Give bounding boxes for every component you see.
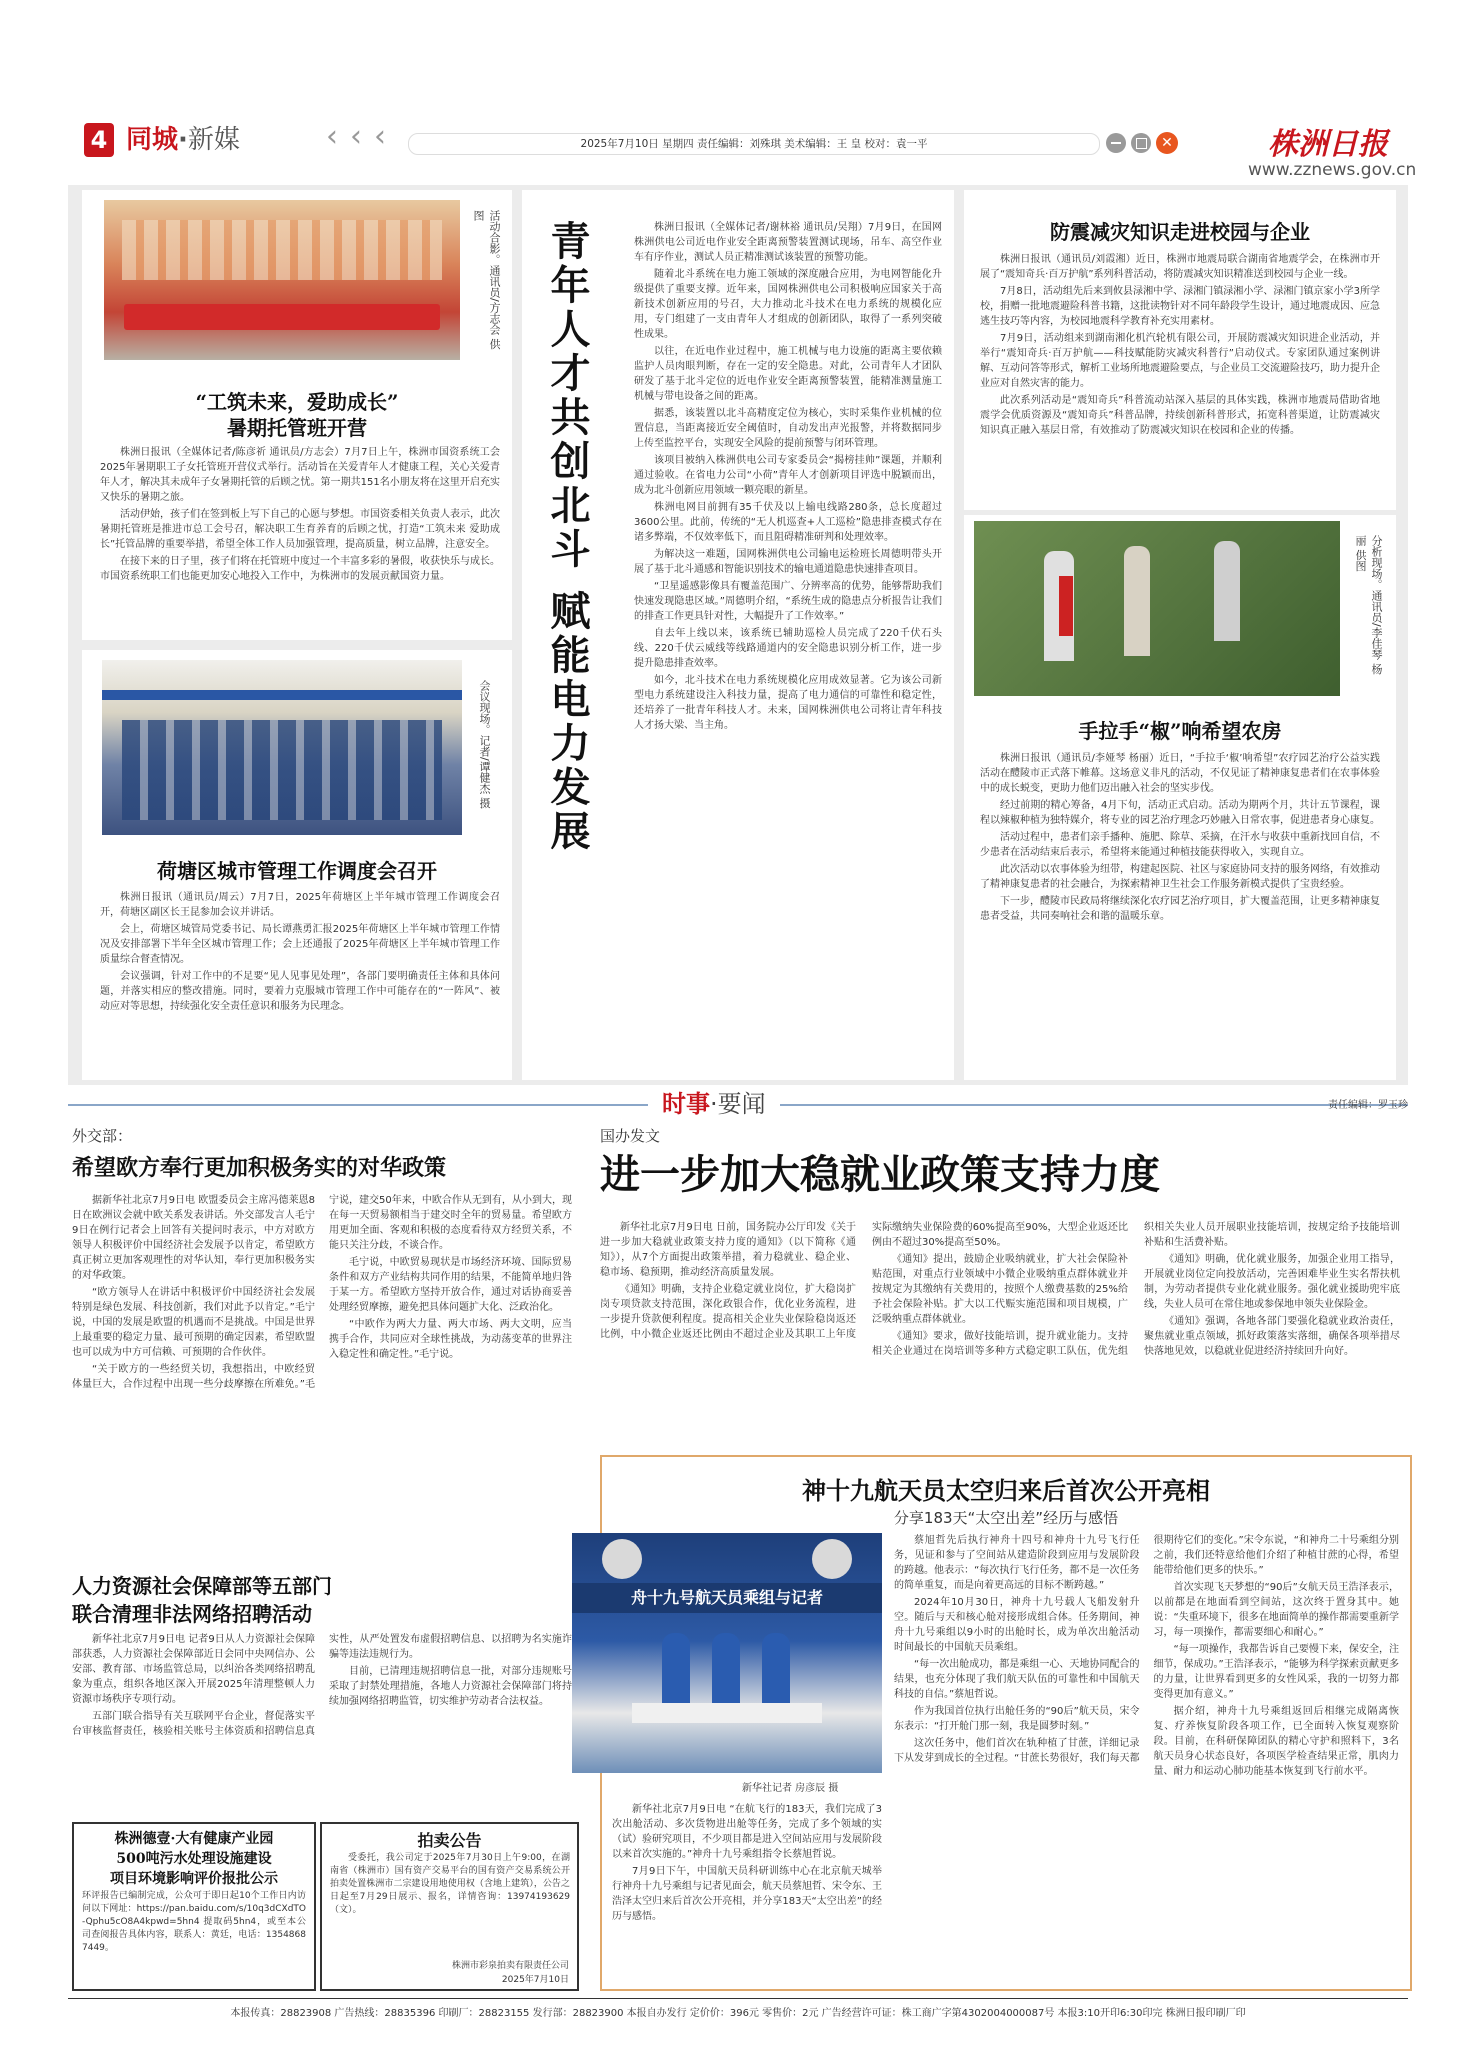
beidou-p6: 株洲电网目前拥有35千伏及以上输电线路280条，总长度超过3600公里。此前，传统的“无人机巡查+人工巡检”隐患排查模式存在诸多弊端，不仅效率低下，而且阻碍精准研判和处理效率。 [634,502,942,543]
forward-arrow2-icon[interactable]: ‹ [374,119,386,154]
auction-title: 拍卖公告 [417,1831,482,1850]
childcare-title-line1: “工筑未来，爱助成长” [195,390,399,414]
quake-p3: 7月9日，活动组来到湖南湘化机汽轮机有限公司，开展防震减灾知识进企业活动，并举行“震知奇兵·百万护航——科技赋能防灾减灾科普行”启动仪式。专家团队通过案例讲解、互动问答等形式，解析工业场所地震避险要点，与企业员工交流避险技巧，助力提升企业应对自然灾害的能力。 [980,333,1380,389]
env-title-line1: 株洲德壹·大有健康产业园 [114,1831,274,1847]
section2-name-b: 要闻 [717,1090,766,1118]
maximize-icon[interactable] [1131,133,1151,153]
story-childcare-card [82,190,512,640]
astronaut-body-right [894,1533,1399,1983]
astronaut-p9: “每一项操作，我都告诉自己要慢下来，保安全，注细节，保成功。”王浩泽表示，“能够为科学探索贡献更多的力量，让世界看到更多的女性风采，我的一切努力都变得更加有意义。” [1153,1644,1399,1700]
story-citymgmt-card [82,650,512,1080]
astronaut-subtitle: 分享183天“太空出差”经历与感悟 [893,1509,1119,1527]
pepper-p1: 株洲日报讯（通讯员/李娅琴 杨丽）近日，“手拉手‘椒’响希望”农疗园艺治疗公益实践活动在醴陵市正式落下帷幕。这场意义非凡的活动，不仅见证了精神康复患者们在农事体验中的成长蜕变，更助力他们迈出融入社会的坚实步伐。 [980,753,1380,794]
childcare-photo [104,200,460,360]
mfa-body [72,1193,572,1563]
page-header [68,105,1417,180]
citymgmt-title: 荷塘区城市管理工作调度会召开 [157,859,437,883]
section-name-a: 同城 [126,125,179,155]
childcare-title-line2: 暑期托管班开营 [227,416,367,440]
quake-p1: 株洲日报讯（通讯员/刘霞湘）近日，株洲市地震局联合湖南省地震学会，在株洲市开展了“震知奇兵·百万护航”系列科普活动，将防震减灾知识精准送到校园与企业一线。 [980,254,1380,280]
recruit-p2: 五部门联合指导有关互联网平台企业，督促落实平台审核监督责任，核验相关账号主体资质和招聘信息真实性，从严处置发布虚假招聘信息、以招聘为名实施诈骗等违法违规行为。 [72,1634,572,1737]
pepper-body [980,751,1380,924]
citymgmt-photo-caption: 会议现场。记者/谭健杰 摄 [478,680,491,809]
astronaut-p2: 7月9日下午，中国航天员科研训练中心在北京航天城举行神舟十九号乘组与记者见面会，航天员蔡旭哲、宋令东、王浩泽太空归来后首次公开亮相，并分享183天“太空出差”的经历与感悟。 [612,1866,882,1922]
mfa-p5: “中欧作为两大力量、两大市场、两大文明，应当携手合作，共同应对全球性挑战，为动荡变革的世界注入稳定性和确定性。”毛宁说。 [329,1319,572,1360]
section2-editor: 责任编辑：罗玉珍 [1328,1100,1408,1111]
astronaut-p1: 新华社北京7月9日电 “在航飞行的183天，我们完成了3次出舱活动、多次货物进出舱等任务，完成了多个领域的实（试）验研究项目，不少项目都是进入空间站应用与发展阶段以来首次实施的。”神舟十九号乘组指令长蔡旭哲说。 [612,1804,882,1860]
childcare-p2: 活动伊始，孩子们在签到板上写下自己的心愿与梦想。市国资委相关负责人表示，此次暑期托管班是推进市总工会号召，解决职工生育养育的后顾之忧，打造“工筑未来 爱助成长”托管品牌的重要举措，希望全体工作人员加强管理，提高质量，树立品牌，注意安全。 [100,509,500,550]
childcare-photo-caption: 活动合影。通讯员/方志会 供图 [472,210,501,350]
mfa-p4: 毛宁说，中欧贸易现状是市场经济环境、国际贸易条件和双方产业结构共同作用的结果，不能简单地归咎于某一方。希望欧方坚持开放合作，通过对话协商妥善处理经贸摩擦，避免把具体问题扩大化、泛政治化。 [329,1257,572,1313]
story-mfa-card [68,1125,580,1565]
pepper-photo-caption: 分析现场。通讯员/李佳琴 杨丽 供图 [1354,535,1383,675]
env-body: 环评报告已编制完成，公众可于即日起10个工作日内访问以下网址：https://pan.baidu.com/s/10q3dCXdTO-Qphu5cO8A4kpwd=5hn4 提取码5hn4，或至本公司查阅报告具体内容，联系人：黄廷，电话：13548687449。 [82,1891,306,1953]
ad-auction [320,1822,579,1991]
section2-dot: · [710,1090,718,1118]
pepper-p2: 经过前期的精心筹备，4月下旬，活动正式启动。活动为期两个月，共计五节课程，课程以辣椒种植为独特媒介，将专业的园艺治疗理念巧妙融入日常农事，促进患者身心康复。 [980,800,1380,826]
quake-body [980,252,1380,438]
employment-kicker: 国办发文 [600,1127,661,1145]
story-pepper-card [964,515,1396,1080]
astronaut-p5: “每一次出舱成功，都是乘组一心、天地协同配合的结果，也充分体现了我们航天队伍的可靠性和中国航天科技的自信。”蔡旭哲说。 [894,1659,1140,1700]
footer-line: 本报传真：28823908 广告热线：28835396 印刷厂：28823155 发行部：28823900 本报自办发行 定价价：396元 零售价：2元 广告经营许可证：株工商广字第4302004000087号 本报3:10开印6:30印完 株洲日报印刷厂印 [230,2008,1246,2019]
beidou-p10: 如今，北斗技术在电力系统规模化应用成效显著。它为该公司新型电力系统建设注入科技力量，提高了电力通信的可靠性和稳定性，还培养了一批青年科技人才。未来，国网株洲供电公司将让青年科技人才扬大梁、当主角。 [634,675,942,731]
astronaut-photo [572,1533,882,1773]
employment-p4: 《通知》要求，做好技能培训，提升就业能力。支持相关企业通过在岗培训等多种方式稳定职工队伍，优先组织相关失业人员开展职业技能培训，按规定给予技能培训补贴和生活费补贴。 [872,1222,1400,1357]
minimize-icon[interactable] [1106,133,1126,153]
mfa-kicker: 外交部： [72,1127,133,1145]
header-date-bar: 2025年7月10日 星期四 责任编辑：刘殊琪 美术编辑：王 皇 校对：袁一平 [408,133,1100,155]
mfa-p3: “关于欧方的一些经贸关切，我想指出，中欧经贸体量巨大，合作过程中出现一些分歧摩擦在所难免。”毛宁说，建交50年来，中欧合作从无到有，从小到大，现在每一天贸易额相当于建交时全年的贸易量。希望欧方用更加全面、客观和积极的态度看待双方经贸关系，不能只关注分歧，不谈合作。 [72,1195,572,1390]
page-number-badge: 4 [84,123,114,157]
quake-p4: 此次系列活动是“震知奇兵”科普流动站深入基层的具体实践，株洲市地震局借助省地震学会优质资源及“震知奇兵”科普品牌，持续创新科普形式，拓宽科普渠道，让防震减灾知识真正融入基层日常，有效推动了防震减灾知识在校园和企业的传播。 [980,395,1380,436]
forward-arrow-icon[interactable]: ‹ [350,119,362,154]
close-icon[interactable]: ✕ [1156,132,1178,154]
astronaut-title: 神十九航天员太空归来后首次公开亮相 [802,1476,1210,1505]
citymgmt-p3: 会议强调，针对工作中的不足要“见人见事见处理”，各部门要明确责任主体和具体问题，并落实相应的整改措施。同时，要着力克服城市管理工作中可能存在的“一阵风”、被动应对等思想，持续强化安全责任意识和服务为民理念。 [100,971,500,1012]
pepper-photo [974,521,1340,696]
beidou-body [634,220,942,733]
employment-title: 进一步加大稳就业政策支持力度 [600,1152,1160,1198]
beidou-p5: 该项目被纳入株洲供电公司专家委员会“揭榜挂帅”课题，并顺利通过验收。在省电力公司“小荷”青年人才创新项目评选中脱颖而出，成为北斗创新应用领域一颗亮眼的新星。 [634,455,942,496]
section2-header [68,1088,1408,1120]
pepper-p5: 下一步，醴陵市民政局将继续深化农疗园艺治疗项目，扩大覆盖范围，让更多精神康复患者受益，共同奏响社会和谐的温暖乐章。 [980,896,1380,922]
beidou-p8: “卫星遥感影像具有覆盖范围广、分辨率高的优势，能够帮助我们快速发现隐患区域。”周德明介绍，“系统生成的隐患点分析报告让我们的排查工作更具针对性，大幅提升了工作效率。” [634,581,942,622]
beidou-p7: 为解决这一难题，国网株洲供电公司输电运检班长周德明带头开展了基于北斗通感和智能识别技术的输电通道隐患快速排查项目。 [634,549,942,575]
employment-p6: 《通知》强调，各地各部门要强化稳就业政治责任，聚焦就业重点领域，抓好政策落实落细，确保各项举措尽快落地见效，以稳就业促进经济持续回升向好。 [1144,1316,1400,1357]
env-title-line2: 500吨污水处理设施建设 [116,1851,272,1867]
astronaut-p6: 作为我国首位执行出舱任务的“90后”航天员，宋令东表示：“打开舱门那一刻，我是圆梦时刻。” [894,1706,1140,1732]
employment-body [600,1220,1400,1448]
masthead-logo: 株洲日报 [1268,127,1388,162]
beidou-title: 青年人才共创北斗 赋能电力发展 [544,220,591,854]
env-title-line3: 项目环境影响评价报批公示 [110,1871,278,1887]
section2-name-a: 时事 [662,1090,710,1118]
beidou-p9: 自去年上线以来，该系统已辅助巡检人员完成了220千伏石头线、220千伏云威线等线路通道内的安全隐患识别分析工作，进一步提升隐患排查效率。 [634,628,942,669]
childcare-p3: 在接下来的日子里，孩子们将在托管班中度过一个丰富多彩的暑假，收获快乐与成长。市国资系统职工们也能更加安心地投入工作中，为株洲市的发展贡献国资力量。 [100,556,500,582]
astronaut-p3: 蔡旭哲先后执行神舟十四号和神舟十九号飞行任务，见证和参与了空间站从建造阶段到应用与发展阶段的跨越。他表示：“每次执行飞行任务，都不是一次任务的简单重复，而是向着更高远的目标不断跨越。” [894,1535,1140,1591]
story-employment-card [600,1125,1408,1450]
astronaut-p10: 据介绍，神舟十九号乘组返回后相继完成隔离恢复、疗养恢复阶段各项工作，已全面转入恢复观察阶段。目前，在科研保障团队的精心守护和照料下，3名航天员身心状态良好，各项医学检查结果正常，肌肉力量、耐力和运动心肺功能基本恢复到飞行前水平。 [1153,1706,1399,1777]
story-quake-card [964,190,1396,510]
mfa-p1: 据新华社北京7月9日电 欧盟委员会主席冯德莱恩8日在欧洲议会就中欧关系发表讲话。外交部发言人毛宁9日在例行记者会上回答有关提问时表示，中方对欧方领导人积极评价中国经济社会发展予以肯定，希望欧方真正树立更加客观理性的对华认知，奉行更加积极务实的对华政策。 [72,1195,315,1281]
recruit-title-line1: 人力资源社会保障部等五部门 [72,1574,332,1598]
pepper-title: 手拉手“椒”响希望农房 [1078,719,1282,743]
ad-env-assessment [72,1822,316,1991]
childcare-body [100,445,500,584]
section-title [126,123,240,157]
employment-p3: 《通知》提出，鼓励企业吸纳就业，扩大社会保险补贴范围，对重点行业领域中小微企业吸纳重点群体就业并按规定为其缴纳有关费用的，按照个人缴费基数的25%给予社会保险补贴。扩大以工代赈实施范围和项目规模，广泛吸纳重点群体就业。 [872,1254,1128,1325]
citymgmt-p2: 会上，荷塘区城管局党委书记、局长谭燕勇汇报2025年荷塘区上半年城市管理工作情况及安排部署下半年全区城市管理工作；会上还通报了2025年荷塘区上半年城市管理工作质量综合督查情况。 [100,924,500,965]
auction-body: 受委托，我公司定于2025年7月30日上午9:00，在湖南省（株洲市）国有资产交易平台的国有资产交易系统公开拍卖处置株洲市二宗建设用地使用权（含地上建筑），公告之日起至7月29日展示、报名，详情咨询：13974193629（文）。 [330,1853,570,1915]
mfa-title: 希望欧方奉行更加积极务实的对华政策 [72,1155,447,1181]
employment-p2: 《通知》明确，支持企业稳定就业岗位，扩大稳岗扩岗专项贷款支持范围，深化政银合作，优化业务流程，进一步提升贷款便利程度。提高相关企业失业保险稳岗返还比例，中小微企业返还比例由不超过企业及其职工上年度实际缴纳失业保险费的60%提高至90%，大型企业返还比例由不超过30%提高至50%。 [600,1222,1128,1340]
footer-rule [68,1998,1408,1999]
auction-date: 2025年7月10日 [501,1975,569,1985]
beidou-p2: 随着北斗系统在电力施工领域的深度融合应用，为电网智能化升级提供了重要支撑。近年来，国网株洲供电公司积极响应国家关于高新技术创新应用的号召，大力推动北斗技术在电力系统的规模化应用，专门组建了一支由青年人才组成的创新团队，取得了一系列突破性成果。 [634,269,942,340]
childcare-p1: 株洲日报讯（全媒体记者/陈彦祈 通讯员/方志会）7月7日上午，株洲市国资系统工会2025年暑期职工子女托管班开营仪式举行。活动旨在关爱青年人才健康工程，关心关爱青年人才，解决其未成年子女暑期托管的后顾之忧。第一期共151名小朋友将在这里开启充实又快乐的暑期之旅。 [100,447,500,503]
citymgmt-p1: 株洲日报讯（通讯员/周云）7月7日，2025年荷塘区上半年城市管理工作调度会召开，荷塘区副区长王昆参加会议并讲话。 [100,892,500,918]
quake-title: 防震减灾知识走进校园与企业 [1050,220,1310,244]
section-name-b: 新媒 [187,125,240,155]
quake-p2: 7月8日，活动组先后来到攸县渌湘中学、渌湘门镇渌湘小学、渌湘门镇京家小学3所学校，捐赠一批地震避险科普书籍，这批读物针对不同年龄段学生设计，通过地震成因、应急逃生技巧等内容，为校园地震科学教育补充实用素材。 [980,286,1380,327]
recruit-p1: 新华社北京7月9日电 记者9日从人力资源社会保障部获悉，人力资源社会保障部近日会同中央网信办、公安部、教育部、市场监管总局，以纠治各类网络招聘乱象为重点，组织各地区深入开展2025年清理整顿人力资源市场秩序专项行动。 [72,1634,315,1705]
employment-p5: 《通知》明确，优化就业服务，加强企业用工指导，开展就业岗位定向投放活动，完善困难毕业生实名帮扶机制，为劳动者提供专业化就业服务。强化就业援助兜牢底线，失业人员可在常住地或参保地申领失业保险金。 [1144,1254,1400,1310]
pepper-p3: 活动过程中，患者们亲手播种、施肥、除草、采摘，在汗水与收获中重新找回自信，不少患者在活动结束后表示，希望将来能通过种植技能获得收入，实现自立。 [980,832,1380,858]
astronaut-banner: 舟十九号航天员乘组与记者 [572,1583,882,1613]
recruit-body [72,1632,572,1812]
astronaut-p7: 这次任务中，他们首次在轨种植了甘蔗，详细记录下从发芽到成长的全过程。“甘蔗长势很好，我们每天都很期待它们的变化。”宋令东说，“和神舟二十号乘组分别之前，我们还特意给他们介绍了种植甘蔗的心得，希望能带给他们更多的快乐。” [894,1535,1399,1764]
section2-title [648,1088,780,1120]
story-astronaut-card [600,1455,1412,1991]
site-url[interactable]: www.zznews.gov.cn [1248,160,1417,180]
citymgmt-body [100,890,500,1014]
astronaut-p8: 首次实现飞天梦想的“90后”女航天员王浩泽表示，以前都是在地面看到空间站，这次终于置身其中。她说：“失重环境下，很多在地面简单的操作都需要重新学习，每一项操作，都需要细心和耐心。” [1153,1582,1399,1638]
auction-signer: 株洲市彩泉拍卖有限责任公司 [451,1961,569,1971]
astronaut-body-left [612,1802,882,1982]
back-arrow-icon[interactable]: ‹ [326,119,338,154]
citymgmt-photo [102,660,462,835]
beidou-p4: 据悉，该装置以北斗高精度定位为核心，实时采集作业机械的位置信息，当距离接近安全阈值时，自动发出声光报警，并将数据同步上传至监控平台，实现安全风险的提前预警与闭环管理。 [634,408,942,449]
story-beidou-card [522,190,954,1080]
section-dot: · [178,125,188,155]
astronaut-p4: 2024年10月30日，神舟十九号载人飞船发射升空。随后与天和核心舱对接形成组合体。任务期间，神舟十九号乘组以9小时的出舱时长，成为单次出舱活动时间最长的中国航天员乘组。 [894,1597,1140,1653]
beidou-p3: 以往，在近电作业过程中，施工机械与电力设施的距离主要依赖监护人员肉眼判断，存在一定的安全隐患。对此，公司青年人才团队研发了基于北斗定位的近电作业安全距离预警装置，能精准测量施工机械与带电设备之间的距离。 [634,346,942,402]
beidou-p1: 株洲日报讯（全媒体记者/谢林裕 通讯员/吴翔）7月9日，在国网株洲供电公司近电作业安全距离预警装置测试现场，吊车、高空作业车有序作业，测试人员正精准测试该装置的预警功能。 [634,222,942,263]
astronaut-photo-caption: 新华社记者 房彦辰 摄 [742,1783,839,1794]
mfa-p2: “欧方领导人在讲话中积极评价中国经济社会发展特别是绿色发展、科技创新，我们对此予以肯定。”毛宁说，中国的发展是欧盟的机遇而不是挑战。中国是世界上最重要的稳定力量、最可预期的确定因素，希望欧盟也可以成为中方可信赖、可预期的合作伙伴。 [72,1287,315,1358]
recruit-p3: 目前，已清理违规招聘信息一批，对部分违规账号采取了封禁处理措施，各地人力资源社会保障部门将持续加强网络招聘监管，切实维护劳动者合法权益。 [329,1666,572,1707]
employment-p1: 新华社北京7月9日电 日前，国务院办公厅印发《关于进一步加大稳就业政策支持力度的通知》（以下简称《通知》），从7个方面提出政策举措，着力稳就业、稳企业、稳市场、稳预期，推动经济高质量发展。 [600,1222,856,1278]
pepper-p4: 此次活动以农事体验为纽带，构建起医院、社区与家庭协同支持的服务网络，有效推动了精神康复患者的社会融合，为探索精神卫生社会工作服务新模式提供了宝贵经验。 [980,864,1380,890]
story-recruit-card [68,1570,580,1815]
recruit-title-line2: 联合清理非法网络招聘活动 [72,1602,312,1626]
